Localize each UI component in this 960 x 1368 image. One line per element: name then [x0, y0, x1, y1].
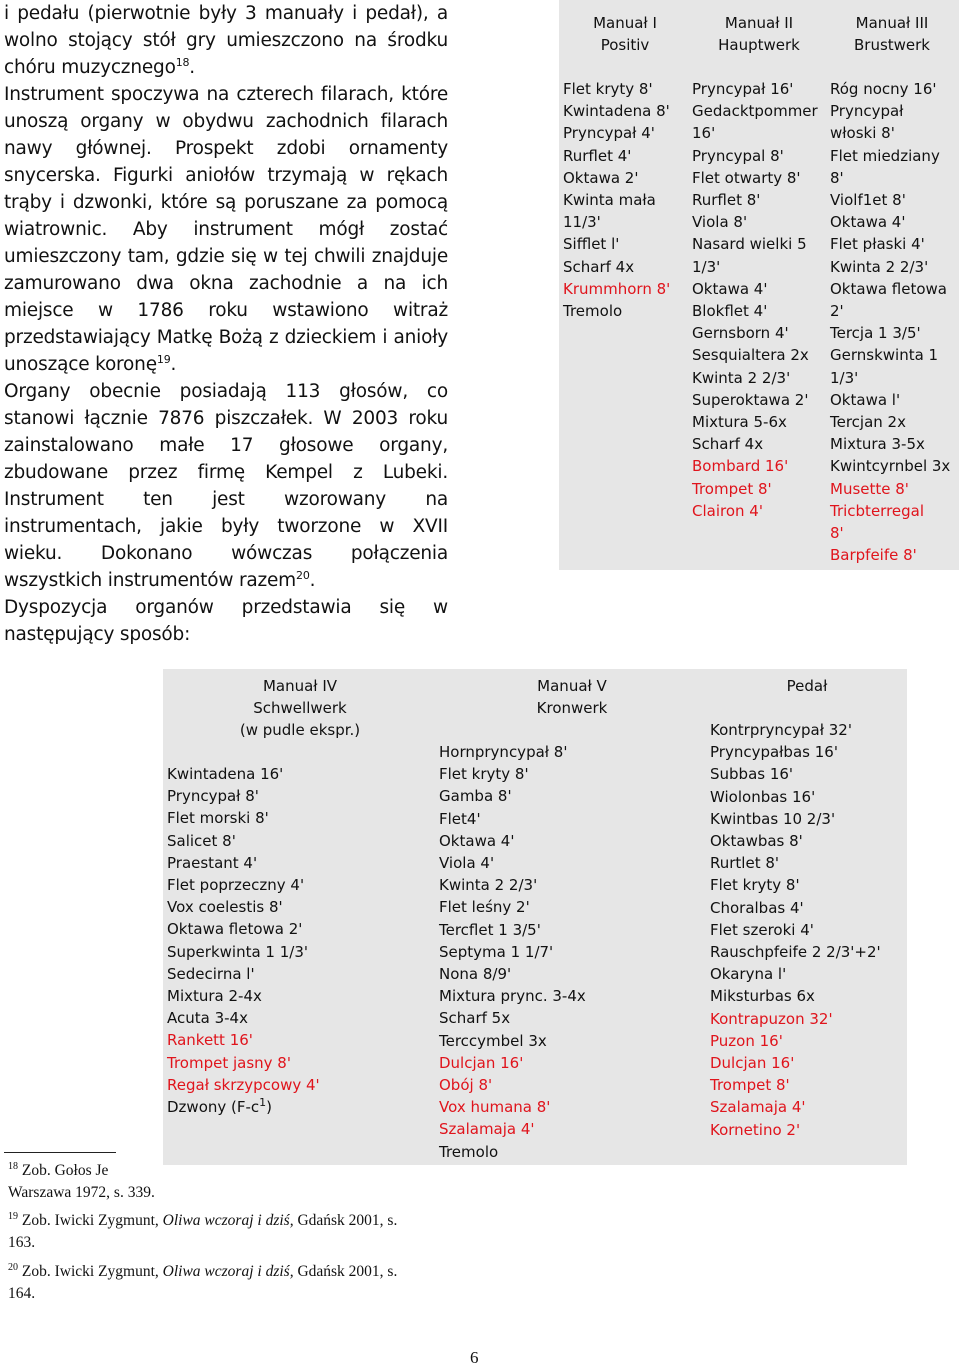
page-number: 6	[470, 1348, 479, 1367]
body-text	[4, 0, 448, 648]
stop-item: Sifflet l'	[563, 235, 620, 254]
paragraph-3-end: .	[309, 570, 316, 591]
manual-4-note: (w pudle ekspr.)	[239, 721, 361, 739]
stop-item: 1/3'	[830, 368, 859, 387]
manual-5-title: Manuał V	[537, 677, 607, 695]
stop-item: Kwinta 2 2/3'	[830, 257, 929, 276]
stop-item: Kwintbas 10 2/3'	[710, 809, 836, 828]
bells-stop: Dzwony (F-c	[167, 1098, 260, 1117]
manual-4-stop-list	[167, 763, 433, 1096]
stop-item: Kwinta mała	[563, 191, 656, 210]
manual-5-column	[439, 669, 705, 1163]
stop-item: Blokflet 4'	[692, 302, 768, 321]
manual-1-stop-list	[563, 78, 687, 322]
stop-item: Kwintadena 16'	[167, 765, 284, 783]
stop-item: włoski 8'	[830, 124, 895, 143]
stop-item: Rankett 16'	[167, 1031, 253, 1050]
footnote-19-page: 163.	[8, 1234, 36, 1251]
stop-item: Oktawa 4'	[692, 279, 768, 298]
manual-1-column	[563, 0, 687, 322]
manual-1-subtitle: Positiv	[600, 36, 650, 54]
manual-1-header	[563, 0, 687, 56]
stop-item: Flet szeroki 4'	[710, 920, 814, 939]
stops-table-manuals-1-3	[559, 0, 959, 570]
stop-item: Salicet 8'	[167, 831, 236, 850]
paragraph-1	[4, 0, 448, 81]
stop-item: Trompet jasny 8'	[167, 1053, 291, 1072]
stop-item: Miksturbas 6x	[710, 987, 815, 1006]
stop-item: Nona 8/9'	[439, 965, 512, 984]
stop-item: 8'	[830, 168, 844, 187]
stop-item: Oktawa l'	[830, 390, 901, 409]
manual-4-title: Manuał IV	[262, 677, 338, 695]
stop-item: Szalamaja 4'	[710, 1098, 806, 1117]
footnote-20-title: Oliwa wczoraj i dziś,	[162, 1263, 294, 1280]
stop-item: Flet kryty 8'	[710, 876, 800, 895]
manual-1-title: Manuał I	[593, 14, 657, 32]
paragraph-2	[4, 81, 448, 378]
stop-item: Viola 8'	[692, 213, 748, 232]
stop-item: Flet morski 8'	[167, 809, 269, 828]
stop-item: 8'	[830, 524, 844, 543]
stop-item: Mixtura 2-4x	[167, 987, 262, 1006]
stop-item: Mixtura prync. 3-4x	[439, 987, 586, 1006]
pedal-stop-list	[710, 719, 904, 1141]
stop-item: Pryncypał 8'	[167, 787, 259, 806]
stop-item: Rurtlet 8'	[710, 854, 780, 873]
footnote-19-place: Gdańsk 2001, s.	[293, 1212, 398, 1229]
stop-item: Oktawa 4'	[830, 213, 906, 232]
stop-item: Acuta 3-4x	[167, 1009, 248, 1028]
footnote-20-number: 20	[8, 1261, 18, 1273]
stop-item: Praestant 4'	[167, 853, 258, 872]
pedal-column	[710, 669, 904, 1141]
stop-item: Scharf 5x	[439, 1009, 511, 1028]
manual-5-header	[439, 669, 705, 719]
stop-item: Septyma 1 1/7'	[439, 942, 554, 961]
stop-item: Pryncypałbas 16'	[710, 743, 838, 762]
footnote-20-place: Gdańsk 2001, s.	[293, 1263, 398, 1280]
manual-3-header	[830, 0, 954, 56]
stop-item: Obój 8'	[439, 1076, 493, 1095]
stop-item: Oktawa fletowa 2'	[167, 920, 303, 939]
stop-item: Oktawa 4'	[439, 831, 515, 850]
footnote-19-author: Zob. Iwicki Zygmunt,	[21, 1212, 163, 1229]
stop-item: Flet płaski 4'	[830, 235, 925, 254]
stop-item: Violf1et 8'	[830, 191, 906, 210]
footnote-19	[8, 1210, 458, 1254]
stop-item: Kontrpryncypał 32'	[710, 721, 852, 739]
manual-4-column	[167, 669, 433, 1118]
manual-5-subtitle: Kronwerk	[536, 699, 608, 717]
stop-item: Flet kryty 8'	[439, 765, 529, 784]
stop-item: Flet poprzeczny 4'	[167, 876, 305, 895]
stop-item: Oktawa fletowa	[830, 279, 947, 298]
stop-item: Okaryna l'	[710, 965, 787, 984]
stop-item: Gedacktpommer	[692, 102, 818, 121]
footnote-ref-18[interactable]: 18	[175, 55, 190, 69]
stop-item: Kontrapuzon 32'	[710, 1009, 833, 1028]
stop-item: Clairon 4'	[692, 501, 763, 520]
stop-item: Tercflet 1 3/5'	[439, 920, 541, 939]
stop-item: Mixtura 3-5x	[830, 435, 925, 454]
stop-item: Dulcjan 16'	[710, 1054, 795, 1073]
stop-item: Krummhorn 8'	[563, 279, 671, 298]
manual-2-stop-list	[692, 78, 826, 522]
stop-item: Vox humana 8'	[439, 1098, 551, 1117]
manual-2-subtitle: Hauptwerk	[718, 36, 800, 54]
stop-item: Kwinta 2 2/3'	[439, 876, 538, 895]
stop-item: Sesquialtera 2x	[692, 346, 809, 365]
stop-item: Vox coelestis 8'	[167, 898, 283, 917]
footnote-20-author: Zob. Iwicki Zygmunt,	[21, 1263, 163, 1280]
stop-item: Pryncypal 8'	[692, 146, 784, 165]
manual-3-column	[830, 0, 958, 566]
manual-3-stop-list	[830, 78, 958, 566]
stop-item: Regał skrzypcowy 4'	[167, 1075, 320, 1094]
paragraph-3-text: Organy obecnie posiadają 113 głosów, co stanowi łącznie 7876 piszczałek. W 2003 roku zainstalowano małe 17 głosowe organy, zbudowane przez firmę Kempel z Lubeki. Instrument ten jest wzorowany na instrumentach, jakie były tworzone w XVII wieku. Dokonano wówczas połączenia wszystkich instrumentów razem	[4, 381, 448, 591]
stop-item: Sedecirna l'	[167, 964, 255, 983]
footnote-18-number: 18	[8, 1160, 18, 1172]
stop-item: Rauschpfeife 2 2/3'+2'	[710, 943, 881, 962]
stop-item: Nasard wielki 5	[692, 235, 807, 254]
footnote-18-text-2: Warszawa 1972, s. 339.	[8, 1184, 155, 1201]
manual-2-column	[692, 0, 826, 522]
bells-stop-end: )	[266, 1098, 273, 1117]
stop-item: Flet otwarty 8'	[692, 168, 801, 187]
stop-item: Superoktawa 2'	[692, 390, 809, 409]
stop-item: Flet leśny 2'	[439, 898, 530, 917]
stop-item: Rurflet 8'	[692, 191, 761, 210]
manual-2-header	[692, 0, 826, 56]
stop-item: 1/3'	[692, 257, 721, 276]
stop-item: Wiolonbas 16'	[710, 787, 816, 806]
manual-4-header	[167, 669, 433, 741]
manual-3-title: Manuał III	[855, 14, 929, 32]
stop-item: 11/3'	[563, 213, 601, 232]
footnote-ref-20[interactable]: 20	[296, 568, 310, 582]
manual-4-subtitle: Schwellwerk	[253, 699, 347, 717]
stop-item: Trompet 8'	[710, 1076, 790, 1095]
stop-item: Dulcjan 16'	[439, 1053, 524, 1072]
footnote-ref-19[interactable]: 19	[156, 352, 171, 366]
stop-item: Musette 8'	[830, 479, 909, 498]
footnote-18-text: Zob. Gołos Je	[21, 1162, 109, 1179]
stop-item: Pryncypał 16'	[692, 80, 794, 98]
paragraph-2-text: Instrument spoczywa na czterech filarach, które unoszą organy w obydwu zachodnich filarach nawy głównej. Prospekt zdobi ornamenty snycerska. Figurki aniołów trzymają w rękach trąby i dzwonki, które są poruszane za pomocą wiatrownic. Aby instrument mógł zostać umieszczony tam, gdzie się w tej chwili znajduje zamurowano dwa okna zachodnie a na ich miejsce w 1786 roku wstawiono witraż przedstawiający Matkę Bożą z dzieckiem i anioły unoszące koronę	[4, 84, 448, 375]
stop-item: Subbas 16'	[710, 765, 794, 784]
stop-item: Pryncypał	[830, 102, 904, 121]
pedal-title: Pedał	[786, 677, 828, 695]
footnote-separator	[4, 1152, 116, 1153]
stop-item: Kwintcyrnbel 3x	[830, 457, 951, 476]
stop-item: Tercja 1 3/5'	[830, 324, 921, 343]
stop-item: Kwinta 2 2/3'	[692, 368, 791, 387]
stop-item: Flet kryty 8'	[563, 80, 653, 98]
stop-item: Superkwinta 1 1/3'	[167, 942, 308, 961]
stop-item: Gamba 8'	[439, 787, 512, 806]
stop-item: Pryncypał 4'	[563, 124, 655, 143]
manual-2-title: Manuał II	[724, 14, 794, 32]
stop-item: Choralbas 4'	[710, 898, 804, 917]
paragraph-1-end: .	[189, 57, 195, 78]
stop-item: Kornetino 2'	[710, 1120, 801, 1139]
stop-item: Oktawa 2'	[563, 168, 639, 187]
paragraph-3	[4, 378, 448, 594]
manual-3-subtitle: Brustwerk	[853, 36, 930, 54]
stop-item: Scharf 4x	[563, 257, 635, 276]
stop-item: Tercjan 2x	[830, 413, 906, 432]
stop-item: Viola 4'	[439, 854, 495, 873]
stop-item: 2'	[830, 302, 844, 321]
stop-item: Tremolo	[563, 302, 623, 321]
stop-item: Terccymbel 3x	[439, 1031, 547, 1050]
stop-item: Puzon 16'	[710, 1031, 783, 1050]
paragraph-1-text: i pedału (pierwotnie były 3 manuały i pedał), a wolno stojący stół gry umieszczono na środku chóru muzycznego	[4, 3, 448, 78]
stop-item: Mixtura 5-6x	[692, 413, 787, 432]
stop-item: Hornpryncypał 8'	[439, 743, 568, 761]
stop-item: Rurflet 4'	[563, 146, 632, 165]
paragraph-4: Dyspozycja organów przedstawia się w następujący sposób:	[4, 597, 448, 645]
paragraph-2-end: .	[170, 354, 177, 375]
stop-item: Róg nocny 16'	[830, 80, 937, 98]
stop-item: Kwintadena 8'	[563, 102, 670, 121]
stop-item: Trompet 8'	[692, 479, 772, 498]
stop-item: Flet miedziany	[830, 146, 940, 165]
stop-item: Flet4'	[439, 809, 481, 828]
footnote-20-page: 164.	[8, 1285, 36, 1302]
pedal-header	[710, 669, 904, 697]
bells-stop-sup: 1	[259, 1096, 267, 1110]
manual-5-stop-list	[439, 741, 705, 1163]
footnote-19-number: 19	[8, 1210, 18, 1222]
footnote-20	[8, 1261, 458, 1305]
stop-item: Bombard 16'	[692, 457, 789, 476]
stop-item: Scharf 4x	[692, 435, 764, 454]
manual-4-last-stop	[167, 1096, 433, 1118]
stop-item: Tricbterregal	[830, 501, 925, 520]
stops-table-manuals-4-5-pedal	[163, 669, 907, 1165]
stop-item: Tremolo	[439, 1142, 499, 1161]
stop-item: Oktawbas 8'	[710, 832, 803, 851]
stop-item: Szalamaja 4'	[439, 1120, 535, 1139]
stop-item: Gernsborn 4'	[692, 324, 789, 343]
stop-item: Gernskwinta 1	[830, 346, 939, 365]
footnote-18	[8, 1160, 458, 1204]
stop-item: 16'	[692, 124, 716, 143]
stop-item: Barpfeife 8'	[830, 546, 917, 565]
footnote-19-title: Oliwa wczoraj i dziś,	[162, 1212, 294, 1229]
